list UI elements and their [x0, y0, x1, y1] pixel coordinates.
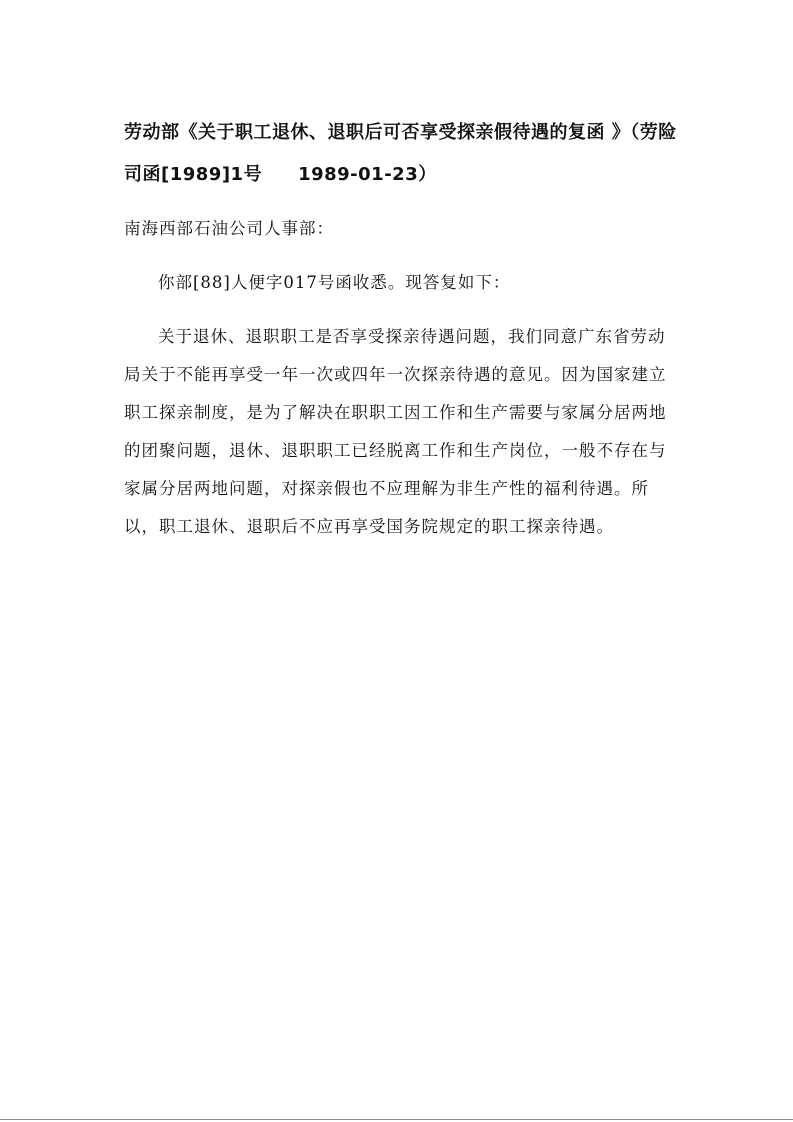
- paragraph-acknowledgement: 你部[88]人便字017号函收悉。现答复如下：: [158, 273, 511, 292]
- page-bottom-rule: [0, 1119, 793, 1120]
- title-date: 1989-01-23）: [298, 164, 437, 185]
- paragraph-reply: 关于退休、退职职工是否享受探亲待遇问题，我们同意广东省劳动局关于不能再享受一年一次或四年一次探亲待遇的意见。因为国家建立职工探亲制度，是为了解决在职职工因工作和生产需要与家属分居两地的团聚问题，退休、退职职工已经脱离工作和生产岗位，一般不存在与家属分居两地问题，对探亲假也不应理解为非生产性的福利待遇。所以，职工退休、退职后不应再享受国务院规定的职工探亲待遇。: [124, 327, 667, 536]
- document-body: [124, 210, 680, 546]
- addressee-line: 南海西部石油公司人事部：: [124, 219, 334, 238]
- title-main: 劳动部《关于职工退休、退职后可否享受探亲假待遇的复函 》（劳险司函[1989]1号: [124, 122, 677, 185]
- document-title: [124, 112, 684, 196]
